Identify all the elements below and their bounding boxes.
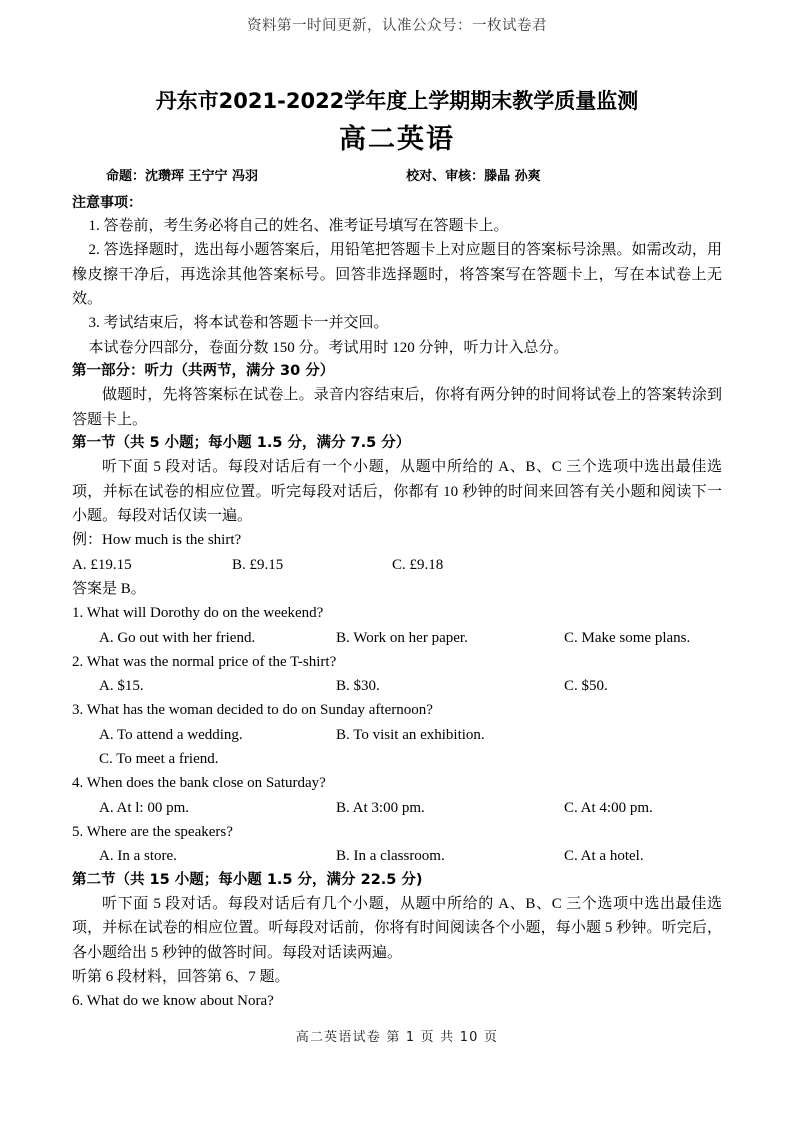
page-title: 丹东市2021-2022学年度上学期期末教学质量监测 [155,89,639,113]
option-b[interactable]: B. In a classroom. [336,848,445,865]
listening-material-line: 听第 6 段材料，回答第 6、7 题。 [72,968,290,985]
part-one-intro: 做题时，先将答案标在试卷上。录音内容结束后，你将有两分钟的时间将试卷上的答案转涂到答题卡上。 [72,387,722,428]
section-two-heading: 第二节（共 15 小题；每小题 1.5 分，满分 22.5 分) [72,871,423,888]
example-option-b: B. £9.15 [232,556,284,573]
option-c[interactable]: C. $50. [564,678,608,695]
question-stem: 3. What has the woman decided to do on Sunday afternoon? [72,702,433,719]
option-a[interactable]: A. $15. [99,678,144,695]
option-c[interactable]: C. At a hotel. [564,848,644,865]
option-a[interactable]: A. To attend a wedding. [99,726,243,743]
question-stem: 4. When does the bank close on Saturday? [72,775,326,792]
subject-title: 高二英语 [339,124,455,156]
example-options-row [72,553,722,577]
question-options-row [72,626,722,650]
notice-item-2: 2. 答选择题时，选出每小题答案后，用铅笔把答题卡上对应题目的答案标号涂黑。如需改动，用橡皮擦干净后，再选涂其他答案标号。回答非选择题时，将答案写在答题卡上，写在本试卷上无效。 [72,242,722,308]
question-stem: 1. What will Dorothy do on the weekend? [72,605,324,622]
question-options-row [72,796,722,820]
option-a[interactable]: A. Go out with her friend. [99,629,256,646]
option-a[interactable]: A. At l: 00 pm. [99,799,190,816]
example-option-a: A. £19.15 [72,556,132,573]
credits-line [72,167,722,187]
credits-reviewers: 校对、审核：滕晶 孙爽 [406,168,541,184]
section-one-directions: 听下面 5 段对话。每段对话后有一个小题，从题中所给的 A、B、C 三个选项中选出最佳选项，并标在试卷的相应位置。听完每段对话后，你都有 10 秒钟的时间来回答有关小题和阅读下一小题。每段对话仅读一遍。 [72,459,722,525]
option-b[interactable]: B. Work on her paper. [336,629,468,646]
question-options-row [72,844,722,868]
promo-banner: 资料第一时间更新，认准公众号：一枚试卷君 [247,18,547,34]
credits-authors: 命题：沈瓒珲 王宁宁 冯羽 [106,168,259,184]
section-one-heading: 第一节（共 5 小题；每小题 1.5 分，满分 7.5 分） [72,435,411,451]
question-options-row [72,674,722,698]
notice-item-1: 1. 答卷前，考生务必将自己的姓名、准考证号填写在答题卡上。 [88,218,509,235]
option-c[interactable]: C. Make some plans. [564,629,691,646]
question-stem: 2. What was the normal price of the T-shirt? [72,653,337,670]
example-answer: 答案是 B。 [72,580,146,597]
example-option-c: C. £9.18 [392,556,444,573]
notice-item-3: 3. 考试结束后，将本试卷和答题卡一并交回。 [88,315,389,332]
option-c[interactable]: C. At 4:00 pm. [564,799,653,816]
page-footer: 高二英语试卷 第 1 页 共 10 页 [295,1030,499,1045]
part-one-heading: 第一部分：听力（共两节，满分 30 分） [72,362,335,379]
notice-heading: 注意事项： [72,195,142,212]
option-c[interactable]: C. To meet a friend. [99,751,219,768]
example-stem: 例：How much is the shirt? [72,532,242,549]
question-stem: 5. Where are the speakers? [72,823,233,840]
question-options-row-continued [72,747,722,771]
section-two-directions: 听下面 5 段对话。每段对话后有几个小题，从题中所给的 A、B、C 三个选项中选出最佳选项，并标在试卷的相应位置。听每段对话前，你将有时间阅读各个小题，每小题 5 秒钟。听完后，各小题给出 5 秒钟的做答时间。每段对话读两遍。 [72,896,722,961]
question-stem: 6. What do we know about Nora? [72,993,274,1010]
document-content [72,0,722,1014]
notice-item-4: 本试卷分四部分，卷面分数 150 分。考试用时 120 分钟，听力计入总分。 [88,339,569,356]
option-a[interactable]: A. In a store. [99,848,177,865]
option-b[interactable]: B. $30. [336,678,380,695]
option-b[interactable]: B. To visit an exhibition. [336,726,485,743]
question-options-row [72,723,722,747]
option-b[interactable]: B. At 3:00 pm. [336,799,425,816]
